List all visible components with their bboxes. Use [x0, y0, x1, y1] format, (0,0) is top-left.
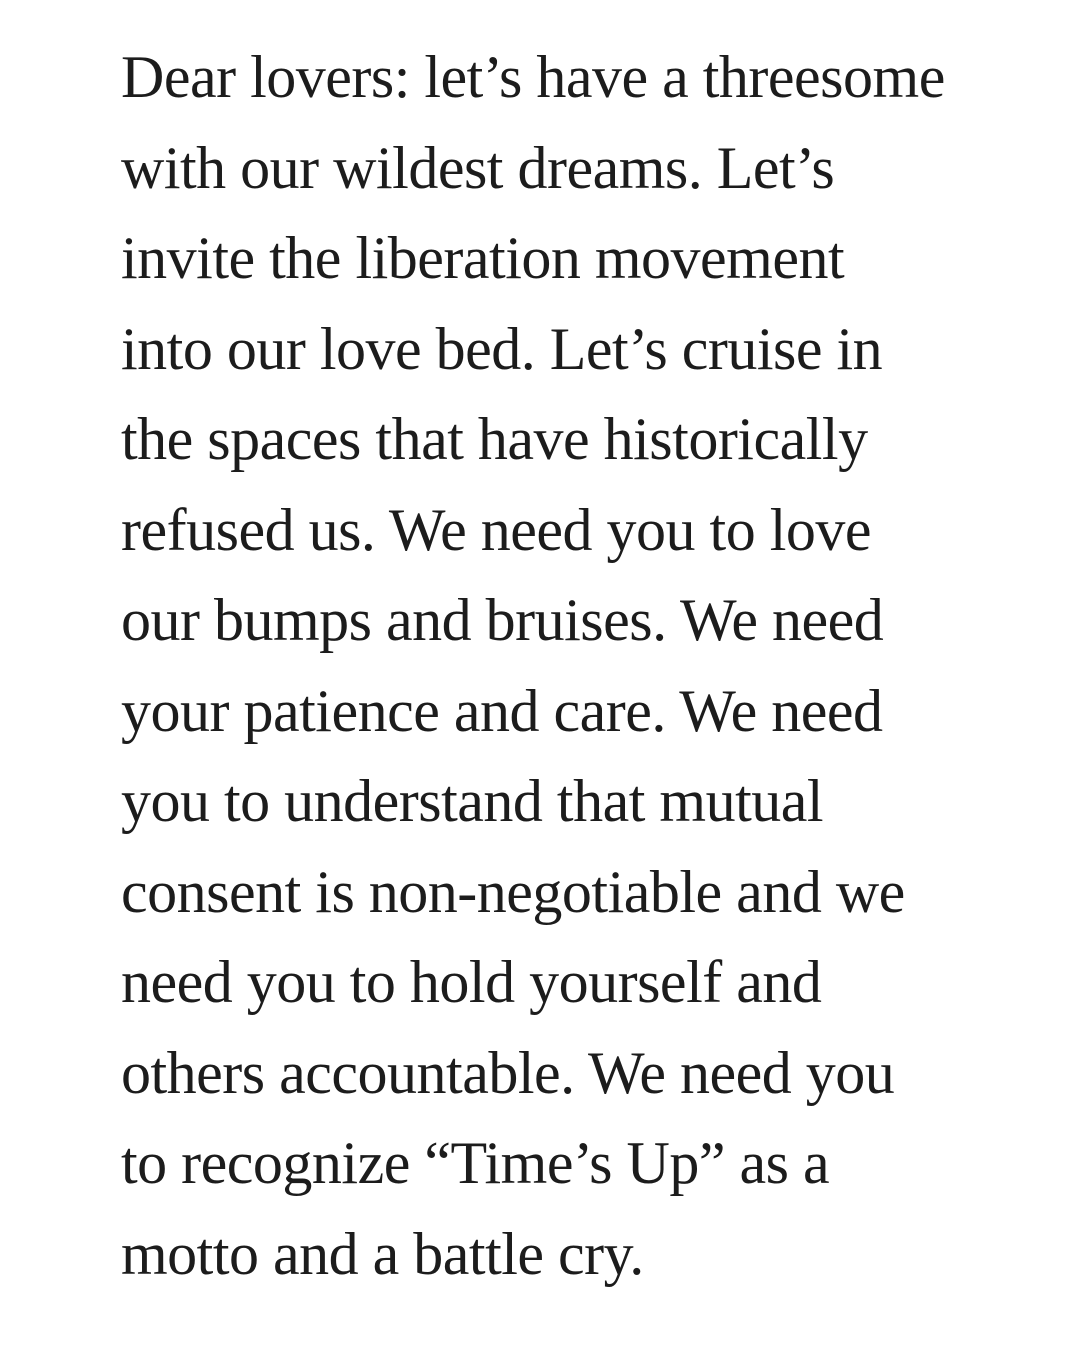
text-line: you to understand that mutual [121, 768, 824, 834]
text-line: our bumps and bruises. We need [121, 587, 884, 653]
text-line: Dear lovers: let’s have a threesome [121, 44, 945, 110]
text-line: to recognize “Time’s Up” as a [121, 1130, 830, 1196]
body-text [121, 32, 1071, 1299]
text-line: others accountable. We need you [121, 1039, 895, 1106]
text-line: consent is non-negotiable and we [121, 858, 905, 925]
text-line: the spaces that have historically [121, 406, 868, 472]
text-line: into our love bed. Let’s cruise in [121, 315, 883, 382]
text-line: with our wildest dreams. Let’s [121, 134, 835, 201]
text-line: refused us. We need you to love [121, 496, 872, 563]
text-line: invite the liberation movement [121, 225, 845, 291]
text-line: motto and a battle cry. [121, 1220, 644, 1287]
text-line: need you to hold yourself and [121, 949, 822, 1015]
text-line: your patience and care. We need [121, 677, 883, 744]
